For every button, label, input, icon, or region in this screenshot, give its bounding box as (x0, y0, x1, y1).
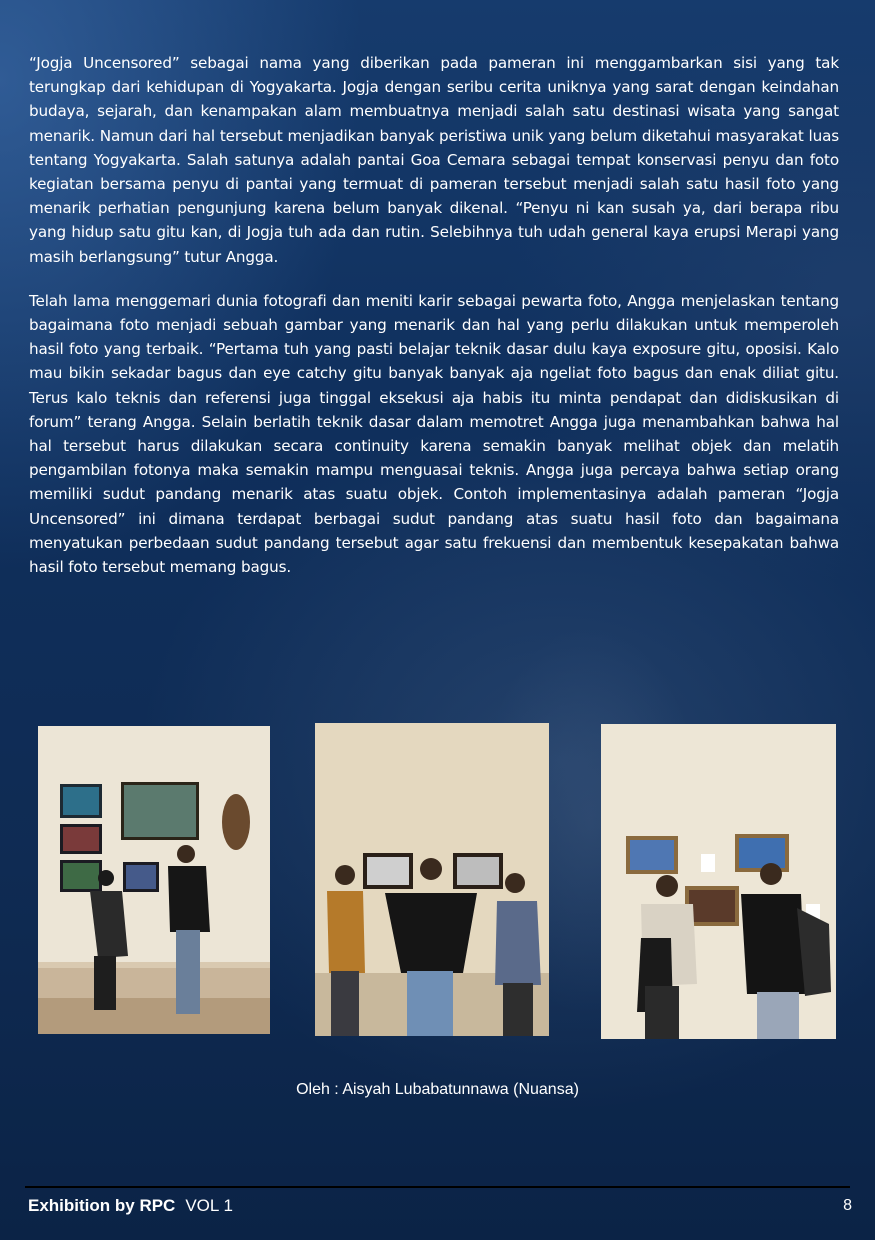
author-credit: Oleh : Aisyah Lubabatunnawa (Nuansa) (296, 1081, 579, 1098)
footer-volume: VOL 1 (185, 1196, 233, 1215)
exhibition-photo-2 (315, 723, 549, 1036)
article-paragraph-1: “Jogja Uncensored” sebagai nama yang diberikan pada pameran ini menggambarkan sisi yang tak terungkap dari kehidupan di Yogyakarta. Jogja dengan seribu cerita uniknya yang sarat dengan keindahan budaya, sejarah, dan kenampakan alam membuatnya menjadi salah satu destinasi wisata yang sangat menarik. Namun dari hal tersebut menjadikan banyak peristiwa unik yang belum diketahui masyarakat luas tentang Yogyakarta. Salah satunya adalah pantai Goa Cemara sebagai tempat konservasi penyu dan foto kegiatan bersama penyu di pantai yang termuat di pameran tersebut menjadi salah satu hasil foto yang menarik perhatian pengunjung karena belum banyak dikenal. “Penyu ni kan susah ya, dari berapa ribu yang hidup satu gitu kan, di Jogja tuh ada dan rutin. Selebihnya tuh udah general kaya erupsi Merapi yang masih berlangsung” tutur Angga. (29, 54, 839, 266)
footer-title: Exhibition by RPC (28, 1196, 176, 1215)
article-paragraph-2: Telah lama menggemari dunia fotografi dan meniti karir sebagai pewarta foto, Angga menjelaskan tentang bagaimana foto menjadi sebuah gambar yang menarik dan hal yang perlu dilakukan untuk memperoleh hasil foto yang terbaik. “Pertama tuh yang pasti belajar teknik dasar dulu kaya exposure gitu, oposisi. Kalo mau bikin sekadar bagus dan eye catchy gitu banyak banyak aja ngeliat foto bagus dan enak diliat gitu. Terus kalo teknis dan referensi juga tinggal eksekusi aja habis itu minta pendapat dan didiskusikan di forum” terang Angga. Selain berlatih teknik dasar dalam memotret Angga juga menambahkan bahwa hal hal tersebut harus dilakukan secara continuity karena semakin banyak melihat objek dan melatih pengambilan fotonya maka semakin mampu menguasai teknis. Angga juga percaya bahwa setiap orang memiliki sudut pandang menarik atas suatu objek. Contoh implementasinya adalah pameran “Jogja Uncensored” ini dimana terdapat berbagai sudut pandang atas suatu hasil foto dan bagaimana menyatukan perbedaan sudut pandang tersebut agar satu frekuensi dan membentuk kesepakatan bahwa hasil foto tersebut memang bagus. (29, 291, 839, 577)
exhibition-photo-3 (601, 724, 836, 1039)
footer-label (28, 1196, 233, 1216)
article-body (29, 51, 839, 599)
page-number: 8 (843, 1197, 852, 1214)
exhibition-photo-1 (38, 726, 270, 1034)
footer-divider (25, 1186, 850, 1188)
